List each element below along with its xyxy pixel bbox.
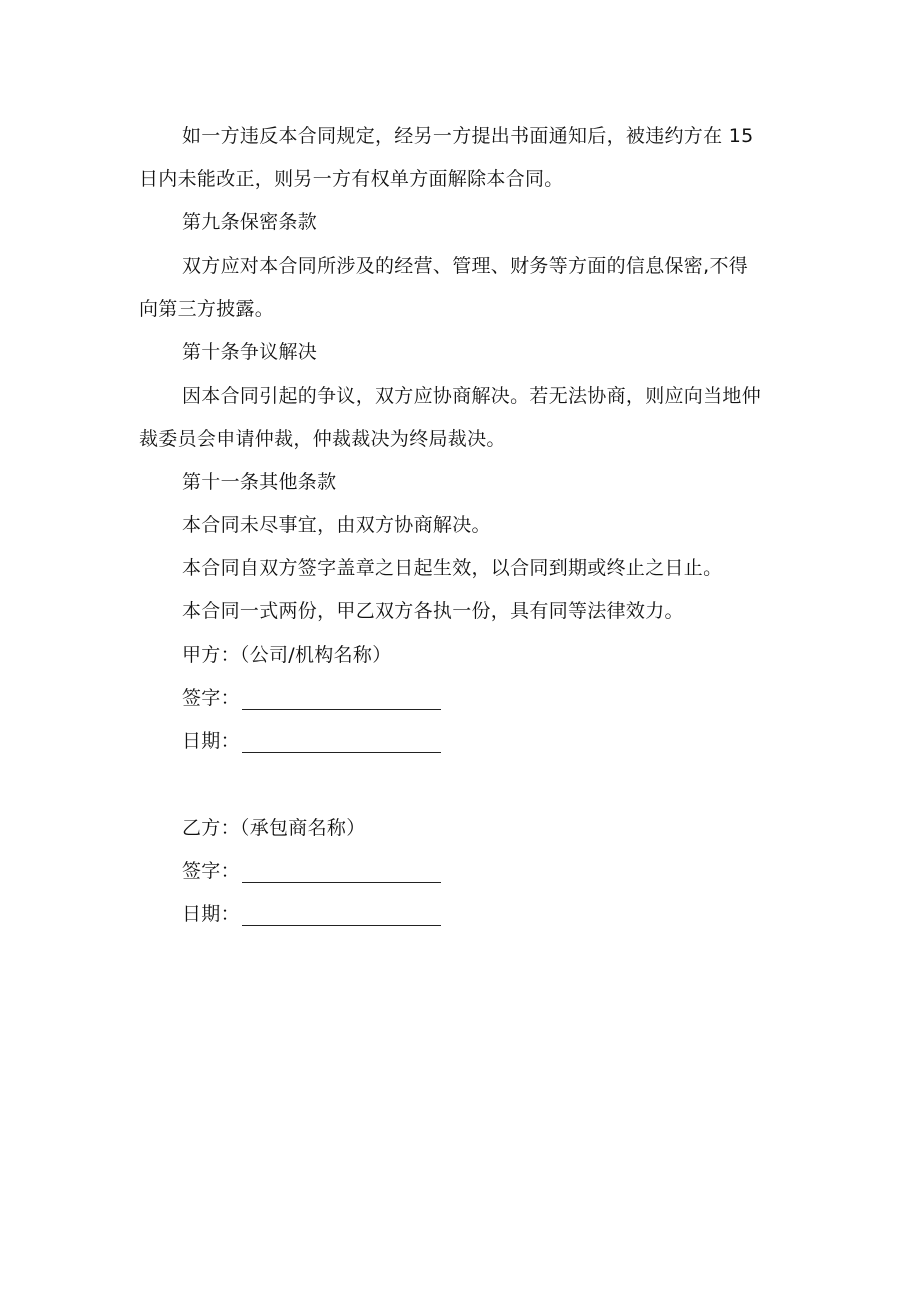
party-b-signature-row [182,859,441,883]
party-a-date-blank[interactable] [242,732,441,753]
party-a-signature-row [182,686,441,710]
party-a-date-label: 日期： [182,730,240,752]
party-b-signature-label: 签字： [182,860,240,882]
section-10-heading: 第十条争议解决 [182,341,318,363]
party-a-signature-blank[interactable] [242,689,441,710]
party-b-date-label: 日期： [182,903,240,925]
party-a-label: 甲方：（公司/机构名称） [182,644,392,666]
party-b-label: 乙方：（承包商名称） [182,817,366,839]
party-a-date-row [182,729,441,753]
section-10-line-1: 因本合同引起的争议，双方应协商解决。若无法协商，则应向当地仲 [182,385,762,407]
section-9-line-2: 向第三方披露。 [139,298,275,320]
party-b-date-row [182,902,441,926]
breach-paragraph-line-2: 日内未能改正，则另一方有权单方面解除本合同。 [139,168,564,190]
section-9-line-1: 双方应对本合同所涉及的经营、管理、财务等方面的信息保密,不得 [182,255,749,277]
section-9-heading: 第九条保密条款 [182,211,318,233]
section-10-line-2: 裁委员会申请仲裁，仲裁裁决为终局裁决。 [139,428,506,450]
section-11-clause-2: 本合同自双方签字盖章之日起生效，以合同到期或终止之日止。 [182,557,723,579]
section-11-clause-3: 本合同一式两份，甲乙双方各执一份，具有同等法律效力。 [182,600,684,622]
section-11-clause-1: 本合同未尽事宜，由双方协商解决。 [182,514,491,536]
section-11-heading: 第十一条其他条款 [182,471,337,493]
party-b-signature-blank[interactable] [242,862,441,883]
breach-paragraph-line-1: 如一方违反本合同规定，经另一方提出书面通知后，被违约方在 15 [182,125,754,147]
party-b-date-blank[interactable] [242,905,441,926]
party-a-signature-label: 签字： [182,687,240,709]
